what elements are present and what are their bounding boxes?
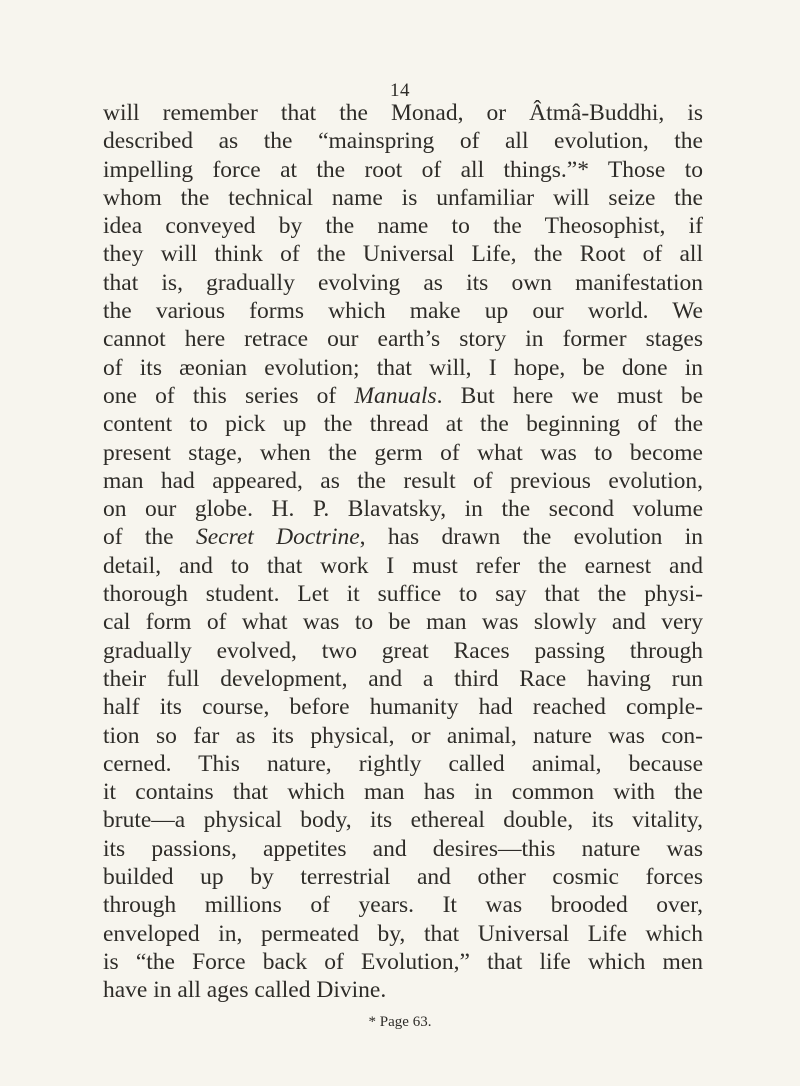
text-line: present stage, when the germ of what was to become	[103, 439, 703, 466]
text-line: enveloped in, permeated by, that Universal Life which	[103, 920, 703, 947]
text-line: impelling force at the root of all things.”* Those to	[103, 156, 703, 183]
text-line: builded up by terrestrial and other cosmic forces	[103, 864, 703, 891]
text-line: cannot here retrace our earth’s story in former stages	[103, 326, 703, 353]
text-line: man had appeared, as the result of previous evolution,	[103, 467, 703, 494]
text-line: of its æonian evolution; that will, I hope, be done in	[103, 354, 703, 381]
text-line: cerned. This nature, rightly called animal, because	[103, 750, 703, 777]
text-line: its passions, appetites and desires—this nature was	[103, 835, 703, 862]
text-line: they will think of the Universal Life, the Root of all	[103, 241, 703, 268]
text-line: through millions of years. It was brooded over,	[103, 892, 703, 919]
text-run: . But here we must be	[436, 382, 703, 409]
text-line: is “the Force back of Evolution,” that life which men	[103, 948, 703, 975]
text-line: described as the “mainspring of all evolution, the	[103, 128, 703, 155]
text-line: their full development, and a third Race having run	[103, 665, 703, 692]
text-line: thorough student. Let it suffice to say that the physi-	[103, 581, 703, 608]
body-paragraph	[103, 99, 703, 1005]
text-line: it contains that which man has in common with the	[103, 779, 703, 806]
text-line: brute—a physical body, its ethereal double, its vitality,	[103, 807, 703, 834]
text-line	[103, 382, 703, 410]
text-line: cal form of what was to be man was slowly and very	[103, 609, 703, 636]
text-line: half its course, before humanity had reached comple-	[103, 694, 703, 721]
text-line	[103, 523, 703, 551]
text-line: idea conveyed by the name to the Theosophist, if	[103, 213, 703, 240]
text-line-last: have in all ages called Divine.	[103, 977, 387, 1004]
text-line: will remember that the Monad, or Âtmâ-Buddhi, is	[103, 100, 703, 126]
text-line: gradually evolved, two great Races passing through	[103, 637, 703, 664]
italic-title: Secret Doctrine	[195, 524, 360, 551]
text-run: of the	[103, 524, 196, 551]
text-run: , has drawn the evolution in	[359, 524, 703, 551]
text-line: tion so far as its physical, or animal, nature was con-	[103, 722, 703, 749]
text-line: whom the technical name is unfamiliar will seize the	[103, 184, 703, 211]
text-line: on our globe. H. P. Blavatsky, in the second volume	[103, 496, 703, 523]
text-line: content to pick up the thread at the beginning of the	[103, 411, 703, 438]
text-line: that is, gradually evolving as its own manifestation	[103, 269, 703, 296]
text-line: the various forms which make up our world. We	[103, 298, 703, 325]
text-line: detail, and to that work I must refer the earnest and	[103, 552, 703, 579]
footnote: * Page 63.	[368, 1014, 432, 1030]
text-run: one of this series of	[103, 382, 355, 409]
page-number: 14	[390, 80, 410, 101]
italic-title: Manuals	[354, 382, 437, 409]
